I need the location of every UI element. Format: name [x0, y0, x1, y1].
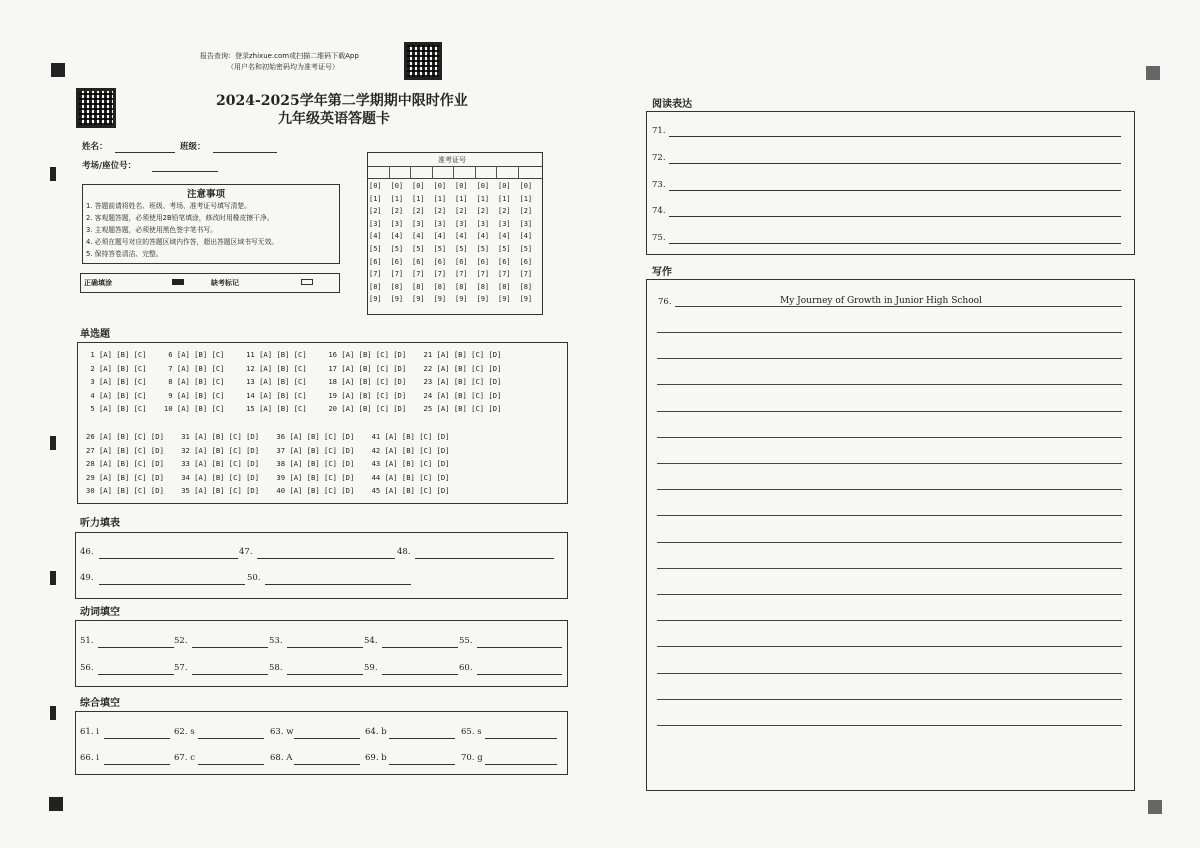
- exam-id-bubble[interactable]: [7]: [433, 270, 447, 279]
- mc-row[interactable]: 1 [A] [B] [C] 6 [A] [B] [C] 11 [A] [B] [C] 16 [A] [B] [C] [D] 21 [A] [B] [C] [D]: [86, 350, 502, 359]
- exam-id-bubble[interactable]: [8]: [476, 282, 490, 291]
- exam-id-bubble[interactable]: [0]: [433, 182, 447, 190]
- writing-line[interactable]: [657, 411, 1122, 412]
- exam-id-bubble[interactable]: [1]: [390, 194, 404, 203]
- answer-line[interactable]: [669, 136, 1121, 137]
- answer-label: 69. b: [365, 753, 387, 763]
- answer-line[interactable]: [485, 764, 557, 765]
- answer-line[interactable]: [98, 674, 174, 675]
- answer-label: 68. A: [270, 753, 293, 763]
- writing-line[interactable]: [657, 332, 1122, 333]
- exam-id-bubble[interactable]: [5]: [390, 245, 404, 253]
- writing-line[interactable]: [657, 437, 1122, 438]
- exam-id-bubble[interactable]: [0]: [369, 182, 382, 190]
- writing-line[interactable]: [657, 463, 1122, 464]
- exam-id-bubble[interactable]: [0]: [390, 182, 404, 190]
- exam-id-bubble[interactable]: [4]: [455, 232, 468, 241]
- answer-line[interactable]: [287, 647, 363, 648]
- answer-label: 71.: [652, 126, 666, 136]
- absent-mark-box[interactable]: [301, 279, 313, 285]
- exam-id-bubble[interactable]: [0]: [476, 182, 490, 190]
- timing-mark: [50, 167, 56, 181]
- answer-label: 54.: [364, 636, 378, 646]
- page-subtitle: 九年级英语答题卡: [278, 111, 390, 127]
- answer-line[interactable]: [104, 764, 170, 765]
- exam-id-col-divider: [496, 166, 497, 178]
- exam-id-bubble[interactable]: [8]: [433, 282, 447, 291]
- exam-id-bubble[interactable]: [3]: [476, 219, 490, 228]
- exam-id-bubble[interactable]: [7]: [369, 270, 382, 279]
- exam-id-bubble[interactable]: [3]: [498, 219, 511, 228]
- exam-id-bubble[interactable]: [5]: [455, 245, 468, 253]
- writing-line[interactable]: [657, 594, 1122, 595]
- exam-id-divider: [367, 178, 543, 179]
- report-instruction: 报告查询：登录zhixue.com或扫描二维码下载App: [200, 52, 359, 60]
- exam-id-bubble[interactable]: [2]: [433, 207, 447, 216]
- timing-mark: [1148, 800, 1162, 814]
- essay-title-line[interactable]: [675, 306, 1122, 307]
- exam-id-bubble[interactable]: [1]: [433, 194, 447, 203]
- answer-line[interactable]: [192, 647, 268, 648]
- answer-label: 74.: [652, 206, 666, 217]
- correct-fill-label: 正确填涂: [84, 279, 112, 287]
- exam-id-bubble[interactable]: [1]: [412, 194, 425, 203]
- notice-item: 5. 保持答卷清洁、完整。: [86, 250, 163, 258]
- answer-label: 52.: [174, 636, 188, 646]
- answer-line[interactable]: [477, 647, 562, 648]
- exam-id-bubble[interactable]: [7]: [498, 270, 511, 279]
- exam-id-bubble[interactable]: [4]: [412, 232, 425, 241]
- exam-id-bubble[interactable]: [5]: [433, 245, 447, 253]
- exam-id-bubble[interactable]: [6]: [498, 257, 511, 266]
- writing-line[interactable]: [657, 699, 1122, 700]
- exam-id-bubble[interactable]: [0]: [498, 182, 511, 190]
- mc-row[interactable]: 4 [A] [B] [C] 9 [A] [B] [C] 14 [A] [B] [C] 19 [A] [B] [C] [D] 24 [A] [B] [C] [D]: [86, 390, 502, 400]
- exam-id-bubble[interactable]: [5]: [476, 245, 490, 253]
- section-writing: 写作: [652, 267, 672, 278]
- timing-mark: [49, 797, 63, 811]
- timing-mark: [50, 571, 56, 585]
- writing-line[interactable]: [657, 620, 1122, 621]
- answer-line[interactable]: [294, 738, 360, 739]
- reading-box: [646, 111, 1135, 255]
- timing-mark: [1146, 66, 1160, 80]
- answer-label: 67. c: [174, 753, 195, 763]
- section-cloze: 综合填空: [80, 698, 120, 709]
- exam-id-bubble[interactable]: [3]: [455, 219, 468, 228]
- timing-mark: [50, 706, 56, 720]
- answer-label: 48.: [397, 547, 411, 557]
- answer-line[interactable]: [669, 216, 1121, 217]
- exam-id-bubble[interactable]: [2]: [498, 207, 511, 216]
- exam-id-bubble[interactable]: [2]: [412, 207, 425, 216]
- answer-label: 62. s: [174, 727, 195, 737]
- absent-mark-label: 缺考标记: [211, 279, 239, 287]
- writing-line[interactable]: [657, 489, 1122, 490]
- exam-id-bubble[interactable]: [2]: [455, 207, 468, 216]
- exam-id-bubble[interactable]: [3]: [390, 219, 404, 228]
- answer-label: 63. w: [270, 727, 294, 737]
- exam-id-col-divider: [432, 166, 433, 178]
- notice-title: 注意事项: [187, 189, 226, 200]
- answer-line[interactable]: [198, 764, 264, 765]
- exam-id-bubble[interactable]: [9]: [412, 295, 425, 304]
- mc-row[interactable]: 26 [A] [B] [C] [D] 31 [A] [B] [C] [D] 36 [A] [B] [C] [D] 41 [A] [B] [C] [D]: [86, 432, 450, 441]
- cloze-box: [75, 711, 568, 775]
- verb-box: [75, 620, 568, 687]
- answer-label: 73.: [652, 179, 666, 190]
- answer-line[interactable]: [98, 647, 174, 648]
- name-field[interactable]: [115, 152, 175, 153]
- qr-code: [76, 88, 116, 128]
- exam-id-bubble[interactable]: [5]: [369, 245, 382, 253]
- exam-id-bubble[interactable]: [3]: [519, 219, 533, 228]
- answer-label: 57.: [174, 663, 188, 673]
- writing-line[interactable]: [657, 725, 1122, 726]
- answer-line[interactable]: [389, 738, 455, 739]
- mc-row[interactable]: 3 [A] [B] [C] 8 [A] [B] [C] 13 [A] [B] [C] 18 [A] [B] [C] [D] 23 [A] [B] [C] [D]: [86, 377, 502, 386]
- exam-id-bubble[interactable]: [9]: [369, 295, 382, 304]
- exam-id-bubble[interactable]: [7]: [390, 270, 404, 279]
- answer-label: 50.: [247, 573, 261, 583]
- answer-label: 58.: [269, 663, 283, 673]
- section-verb-fill: 动词填空: [80, 607, 120, 618]
- exam-id-col-divider: [518, 166, 519, 178]
- answer-line[interactable]: [99, 584, 245, 585]
- exam-id-bubble[interactable]: [6]: [412, 257, 425, 266]
- exam-id-bubble[interactable]: [2]: [390, 207, 404, 216]
- page-title: 2024-2025学年第二学期期中限时作业: [216, 93, 468, 109]
- answer-label: 49.: [80, 573, 94, 583]
- essay-title: My Journey of Growth in Junior High School: [780, 296, 982, 306]
- answer-label: 64. b: [365, 727, 387, 737]
- exam-id-bubble[interactable]: [4]: [519, 232, 533, 241]
- answer-label: 75.: [652, 233, 666, 244]
- exam-id-bubble[interactable]: [9]: [519, 295, 533, 304]
- answer-line[interactable]: [192, 674, 268, 675]
- exam-id-bubble[interactable]: [9]: [433, 295, 447, 304]
- exam-id-bubble[interactable]: [7]: [412, 270, 425, 279]
- correct-fill-sample: [172, 279, 184, 285]
- answer-label: 51.: [80, 636, 94, 646]
- exam-id-bubble[interactable]: [8]: [390, 282, 404, 291]
- answer-label: 66. i: [80, 753, 99, 763]
- exam-id-bubble[interactable]: [4]: [476, 232, 490, 241]
- exam-id-bubble[interactable]: [8]: [498, 282, 511, 291]
- answer-line[interactable]: [389, 764, 455, 765]
- section-single-choice: 单选题: [80, 329, 110, 340]
- exam-id-bubble[interactable]: [8]: [369, 282, 382, 291]
- exam-id-bubble[interactable]: [0]: [455, 182, 468, 190]
- class-label: 班级：: [180, 142, 206, 152]
- writing-number: 76.: [658, 297, 672, 307]
- writing-line[interactable]: [657, 515, 1122, 516]
- exam-id-col-divider: [410, 166, 411, 178]
- exam-id-bubble[interactable]: [8]: [412, 282, 425, 291]
- answer-label: 46.: [80, 547, 94, 557]
- exam-id-bubble[interactable]: [5]: [412, 245, 425, 253]
- name-label: 姓名：: [82, 142, 108, 152]
- mc-row[interactable]: 27 [A] [B] [C] [D] 32 [A] [B] [C] [D] 37 [A] [B] [C] [D] 42 [A] [B] [C] [D]: [86, 445, 450, 455]
- answer-label: 47.: [239, 547, 253, 557]
- answer-line[interactable]: [99, 558, 238, 559]
- answer-line[interactable]: [485, 738, 557, 739]
- answer-line[interactable]: [104, 738, 170, 739]
- answer-label: 56.: [80, 663, 94, 673]
- exam-id-col-divider: [389, 166, 390, 178]
- writing-box: [646, 279, 1135, 791]
- exam-id-bubble[interactable]: [0]: [519, 182, 533, 190]
- writing-line[interactable]: [657, 673, 1122, 674]
- exam-id-bubble[interactable]: [6]: [455, 257, 468, 266]
- mc-row[interactable]: 30 [A] [B] [C] [D] 35 [A] [B] [C] [D] 40 [A] [B] [C] [D] 45 [A] [B] [C] [D]: [86, 486, 450, 495]
- exam-id-bubble[interactable]: [4]: [369, 232, 382, 241]
- answer-line[interactable]: [382, 674, 458, 675]
- writing-line[interactable]: [657, 384, 1122, 385]
- mc-row[interactable]: 2 [A] [B] [C] 7 [A] [B] [C] 12 [A] [B] [C] 17 [A] [B] [C] [D] 22 [A] [B] [C] [D]: [86, 363, 502, 373]
- answer-label: 55.: [459, 636, 473, 646]
- answer-line[interactable]: [265, 584, 411, 585]
- exam-id-bubble[interactable]: [1]: [369, 194, 382, 203]
- exam-id-bubble[interactable]: [7]: [476, 270, 490, 279]
- qr-code: [404, 42, 442, 80]
- answer-label: 61. i: [80, 727, 99, 737]
- exam-id-bubble[interactable]: [9]: [455, 295, 468, 304]
- exam-id-bubble[interactable]: [2]: [476, 207, 490, 216]
- exam-id-bubble[interactable]: [6]: [369, 257, 382, 266]
- exam-id-bubble[interactable]: [2]: [519, 207, 533, 216]
- exam-id-col-divider: [453, 166, 454, 178]
- exam-id-bubble[interactable]: [0]: [412, 182, 425, 190]
- exam-id-bubble[interactable]: [2]: [369, 207, 382, 216]
- answer-line[interactable]: [294, 764, 360, 765]
- exam-id-bubble[interactable]: [4]: [498, 232, 511, 241]
- answer-label: 70. g: [461, 753, 483, 763]
- answer-label: 60.: [459, 663, 473, 673]
- answer-line[interactable]: [669, 190, 1121, 191]
- answer-label: 65. s: [461, 727, 482, 737]
- writing-line[interactable]: [657, 358, 1122, 359]
- exam-id-bubble[interactable]: [8]: [455, 282, 468, 291]
- exam-id-bubble[interactable]: [5]: [498, 245, 511, 253]
- answer-line[interactable]: [287, 674, 363, 675]
- mc-row[interactable]: 28 [A] [B] [C] [D] 33 [A] [B] [C] [D] 38 [A] [B] [C] [D] 43 [A] [B] [C] [D]: [86, 459, 450, 468]
- exam-id-bubble[interactable]: [1]: [519, 194, 533, 203]
- exam-id-bubble[interactable]: [9]: [476, 295, 490, 304]
- exam-id-columns[interactable]: [369, 182, 541, 312]
- exam-id-bubble[interactable]: [1]: [455, 194, 468, 203]
- notice-item: 4. 必须在题号对应的答题区域内作答，超出答题区域书写无效。: [86, 238, 279, 246]
- writing-line[interactable]: [657, 646, 1122, 647]
- section-reading: 阅读表达: [652, 99, 692, 110]
- answer-label: 59.: [364, 663, 378, 673]
- exam-id-bubble[interactable]: [6]: [519, 257, 533, 266]
- exam-id-bubble[interactable]: [4]: [390, 232, 404, 241]
- answer-line[interactable]: [382, 647, 458, 648]
- mc-row[interactable]: 5 [A] [B] [C] 10 [A] [B] [C] 15 [A] [B] [C] 20 [A] [B] [C] [D] 25 [A] [B] [C] [D]: [86, 404, 502, 413]
- answer-line[interactable]: [477, 674, 562, 675]
- answer-label: 53.: [269, 636, 283, 646]
- exam-id-bubble[interactable]: [1]: [498, 194, 511, 203]
- answer-line[interactable]: [198, 738, 264, 739]
- exam-id-bubble[interactable]: [5]: [519, 245, 533, 253]
- exam-id-bubble[interactable]: [7]: [519, 270, 533, 279]
- answer-line[interactable]: [669, 163, 1121, 164]
- exam-id-bubble[interactable]: [9]: [390, 295, 404, 304]
- exam-id-bubble[interactable]: [8]: [519, 282, 533, 291]
- exam-id-bubble[interactable]: [3]: [433, 219, 447, 228]
- exam-id-bubble[interactable]: [1]: [476, 194, 490, 203]
- listening-box: [75, 532, 568, 599]
- notice-item: 3. 主观题答题，必须使用黑色签字笔书写。: [86, 226, 217, 234]
- exam-id-bubble[interactable]: [6]: [476, 257, 490, 266]
- exam-id-bubble[interactable]: [9]: [498, 295, 511, 304]
- writing-line[interactable]: [657, 542, 1122, 543]
- answer-label: 72.: [652, 152, 666, 163]
- exam-id-col-divider: [475, 166, 476, 178]
- section-listening: 听力填表: [80, 518, 120, 529]
- exam-id-bubble[interactable]: [6]: [390, 257, 404, 266]
- seat-label: 考场/座位号：: [82, 161, 137, 171]
- exam-id-title: 准考证号: [438, 156, 466, 164]
- timing-mark: [51, 63, 65, 77]
- timing-mark: [50, 436, 56, 450]
- exam-id-bubble[interactable]: [6]: [433, 257, 447, 266]
- seat-field[interactable]: [152, 171, 218, 172]
- notice-item: 2. 客观题答题，必须使用2B铅笔填涂，修改时用橡皮擦干净。: [86, 214, 274, 222]
- answer-line[interactable]: [257, 558, 395, 559]
- exam-id-bubble[interactable]: [3]: [369, 219, 382, 228]
- notice-item: 1. 答题前请将姓名、班级、考场、准考证号填写清楚。: [86, 202, 251, 210]
- mc-row[interactable]: 29 [A] [B] [C] [D] 34 [A] [B] [C] [D] 39 [A] [B] [C] [D] 44 [A] [B] [C] [D]: [86, 472, 450, 482]
- answer-line[interactable]: [415, 558, 554, 559]
- report-instruction-note: （用户名和初始密码均为准考证号）: [227, 63, 339, 71]
- answer-line[interactable]: [669, 243, 1121, 244]
- exam-id-bubble[interactable]: [7]: [455, 270, 468, 279]
- exam-id-bubble[interactable]: [4]: [433, 232, 447, 241]
- exam-id-bubble[interactable]: [3]: [412, 219, 425, 228]
- class-field[interactable]: [213, 152, 277, 153]
- writing-line[interactable]: [657, 568, 1122, 569]
